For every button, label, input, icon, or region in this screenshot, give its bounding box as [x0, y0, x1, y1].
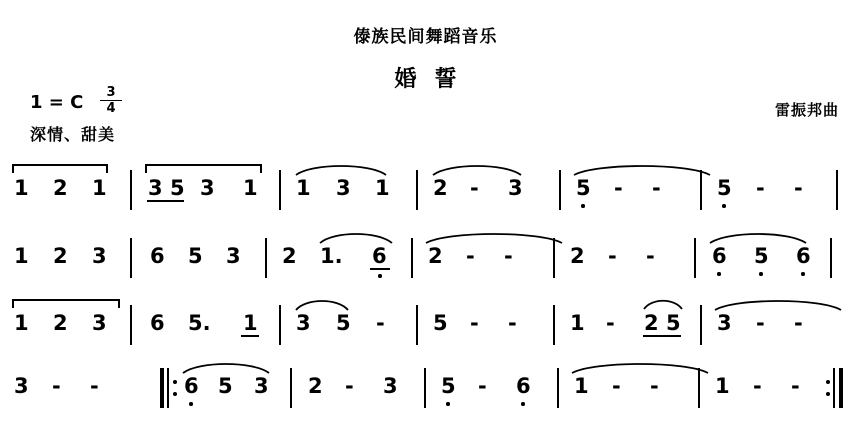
low-octave-dot — [378, 274, 382, 278]
sustain-dash: - — [791, 374, 800, 398]
tie-arc — [181, 360, 271, 374]
note: 1 — [570, 311, 585, 335]
note: 1 — [296, 176, 311, 200]
note: 3 — [200, 176, 215, 200]
note: 1 — [14, 176, 29, 200]
note: 6 — [184, 374, 199, 398]
expression-marking: 深情、甜美 — [30, 125, 116, 144]
sustain-dash: - — [612, 374, 621, 398]
note: 3 — [383, 374, 398, 398]
sustain-dash: - — [52, 374, 61, 398]
note: 1 — [243, 311, 258, 335]
tie-arc — [642, 297, 684, 310]
note: 6 — [516, 374, 531, 398]
note: 5 — [188, 244, 203, 268]
note: 1 — [715, 374, 730, 398]
tie-arc — [424, 230, 564, 244]
tie-arc — [713, 297, 843, 311]
sustain-dash: - — [470, 176, 479, 200]
barline — [553, 238, 555, 278]
note: 5. — [188, 311, 211, 335]
beam-line — [241, 335, 259, 337]
note: 1 — [14, 311, 29, 335]
phrase-bracket — [145, 164, 262, 173]
sustain-dash: - — [504, 244, 513, 268]
sustain-dash: - — [756, 311, 765, 335]
barline — [416, 170, 418, 210]
note: 3 — [717, 311, 732, 335]
sustain-dash: - — [470, 311, 479, 335]
barline — [130, 305, 132, 345]
staff-system-2 — [0, 228, 851, 286]
sustain-dash: - — [376, 311, 385, 335]
low-octave-dot — [759, 272, 763, 276]
sustain-dash: - — [345, 374, 354, 398]
sustain-dash: - — [753, 374, 762, 398]
note: 6 — [712, 244, 727, 268]
barline — [553, 305, 555, 345]
note: 2 — [570, 244, 585, 268]
tie-arc — [570, 360, 710, 374]
note: 3 — [226, 244, 241, 268]
note: 3 — [508, 176, 523, 200]
note: 3 — [92, 311, 107, 335]
low-octave-dot — [801, 272, 805, 276]
tie-arc — [294, 297, 350, 311]
barline — [698, 368, 700, 408]
low-octave-dot — [581, 204, 585, 208]
beam-line — [147, 200, 184, 202]
barline — [416, 305, 418, 345]
note: 6 — [150, 244, 165, 268]
sustain-dash: - — [650, 374, 659, 398]
barline — [130, 238, 132, 278]
note: 1 — [14, 244, 29, 268]
note: 1. — [320, 244, 343, 268]
staff-system-4 — [0, 358, 851, 416]
note: 5 — [170, 176, 185, 200]
note: 1 — [375, 176, 390, 200]
low-octave-dot — [189, 402, 193, 406]
barline — [557, 368, 559, 408]
phrase-bracket — [12, 299, 120, 308]
note: 3 — [296, 311, 311, 335]
sustain-dash: - — [614, 176, 623, 200]
low-octave-dot — [717, 272, 721, 276]
sustain-dash: - — [652, 176, 661, 200]
note: 6 — [372, 244, 387, 268]
note: 3 — [148, 176, 163, 200]
note: 2 — [644, 311, 659, 335]
note: 3 — [92, 244, 107, 268]
staff-system-3 — [0, 295, 851, 353]
barline — [700, 170, 702, 210]
page-title: 婚誓 — [394, 67, 475, 92]
note: 5 — [754, 244, 769, 268]
note: 3 — [14, 374, 29, 398]
tie-arc — [572, 162, 712, 176]
time-signature — [100, 86, 122, 115]
note: 3 — [336, 176, 351, 200]
note: 5 — [576, 176, 591, 200]
note: 5 — [717, 176, 732, 200]
phrase-bracket — [12, 164, 108, 173]
barline — [700, 305, 702, 345]
staff-system-1 — [0, 160, 851, 218]
note: 2 — [53, 311, 68, 335]
time-signature-numerator: 3 — [100, 86, 122, 101]
barline — [424, 368, 426, 408]
barline — [279, 170, 281, 210]
score-subtitle: 傣族民间舞蹈音乐 — [353, 27, 498, 47]
note: 3 — [254, 374, 269, 398]
note: 2 — [53, 244, 68, 268]
barline — [130, 170, 132, 210]
tie-arc — [294, 162, 388, 176]
barline — [411, 238, 413, 278]
note: 2 — [308, 374, 323, 398]
low-octave-dot — [722, 204, 726, 208]
note: 6 — [796, 244, 811, 268]
barline — [559, 170, 561, 210]
note: 5 — [441, 374, 456, 398]
low-octave-dot — [521, 402, 525, 406]
sustain-dash: - — [606, 311, 615, 335]
composer-credit: 雷振邦曲 — [774, 101, 839, 119]
sustain-dash: - — [794, 311, 803, 335]
note: 1 — [574, 374, 589, 398]
sustain-dash: - — [478, 374, 487, 398]
note: 5 — [666, 311, 681, 335]
note: 1 — [92, 176, 107, 200]
barline — [279, 305, 281, 345]
repeat-end-barline — [826, 368, 844, 408]
key-signature: 1 = C — [30, 92, 84, 113]
note: 5 — [218, 374, 233, 398]
note: 2 — [282, 244, 297, 268]
sustain-dash: - — [508, 311, 517, 335]
tie-arc — [708, 230, 808, 244]
sustain-dash: - — [90, 374, 99, 398]
barline — [265, 238, 267, 278]
sustain-dash: - — [794, 176, 803, 200]
barline — [836, 170, 838, 210]
sustain-dash: - — [608, 244, 617, 268]
time-signature-denominator: 4 — [106, 100, 116, 116]
barline — [830, 238, 832, 278]
note: 5 — [336, 311, 351, 335]
sustain-dash: - — [646, 244, 655, 268]
low-octave-dot — [446, 402, 450, 406]
note: 2 — [433, 176, 448, 200]
tie-arc — [318, 230, 394, 244]
note: 1 — [243, 176, 258, 200]
note: 6 — [150, 311, 165, 335]
barline — [694, 238, 696, 278]
repeat-start-barline — [160, 368, 178, 408]
note: 5 — [433, 311, 448, 335]
sustain-dash: - — [756, 176, 765, 200]
note: 2 — [428, 244, 443, 268]
note: 2 — [53, 176, 68, 200]
sustain-dash: - — [466, 244, 475, 268]
barline — [290, 368, 292, 408]
beam-line — [643, 335, 681, 337]
tie-arc — [431, 162, 523, 176]
beam-line — [370, 268, 390, 270]
